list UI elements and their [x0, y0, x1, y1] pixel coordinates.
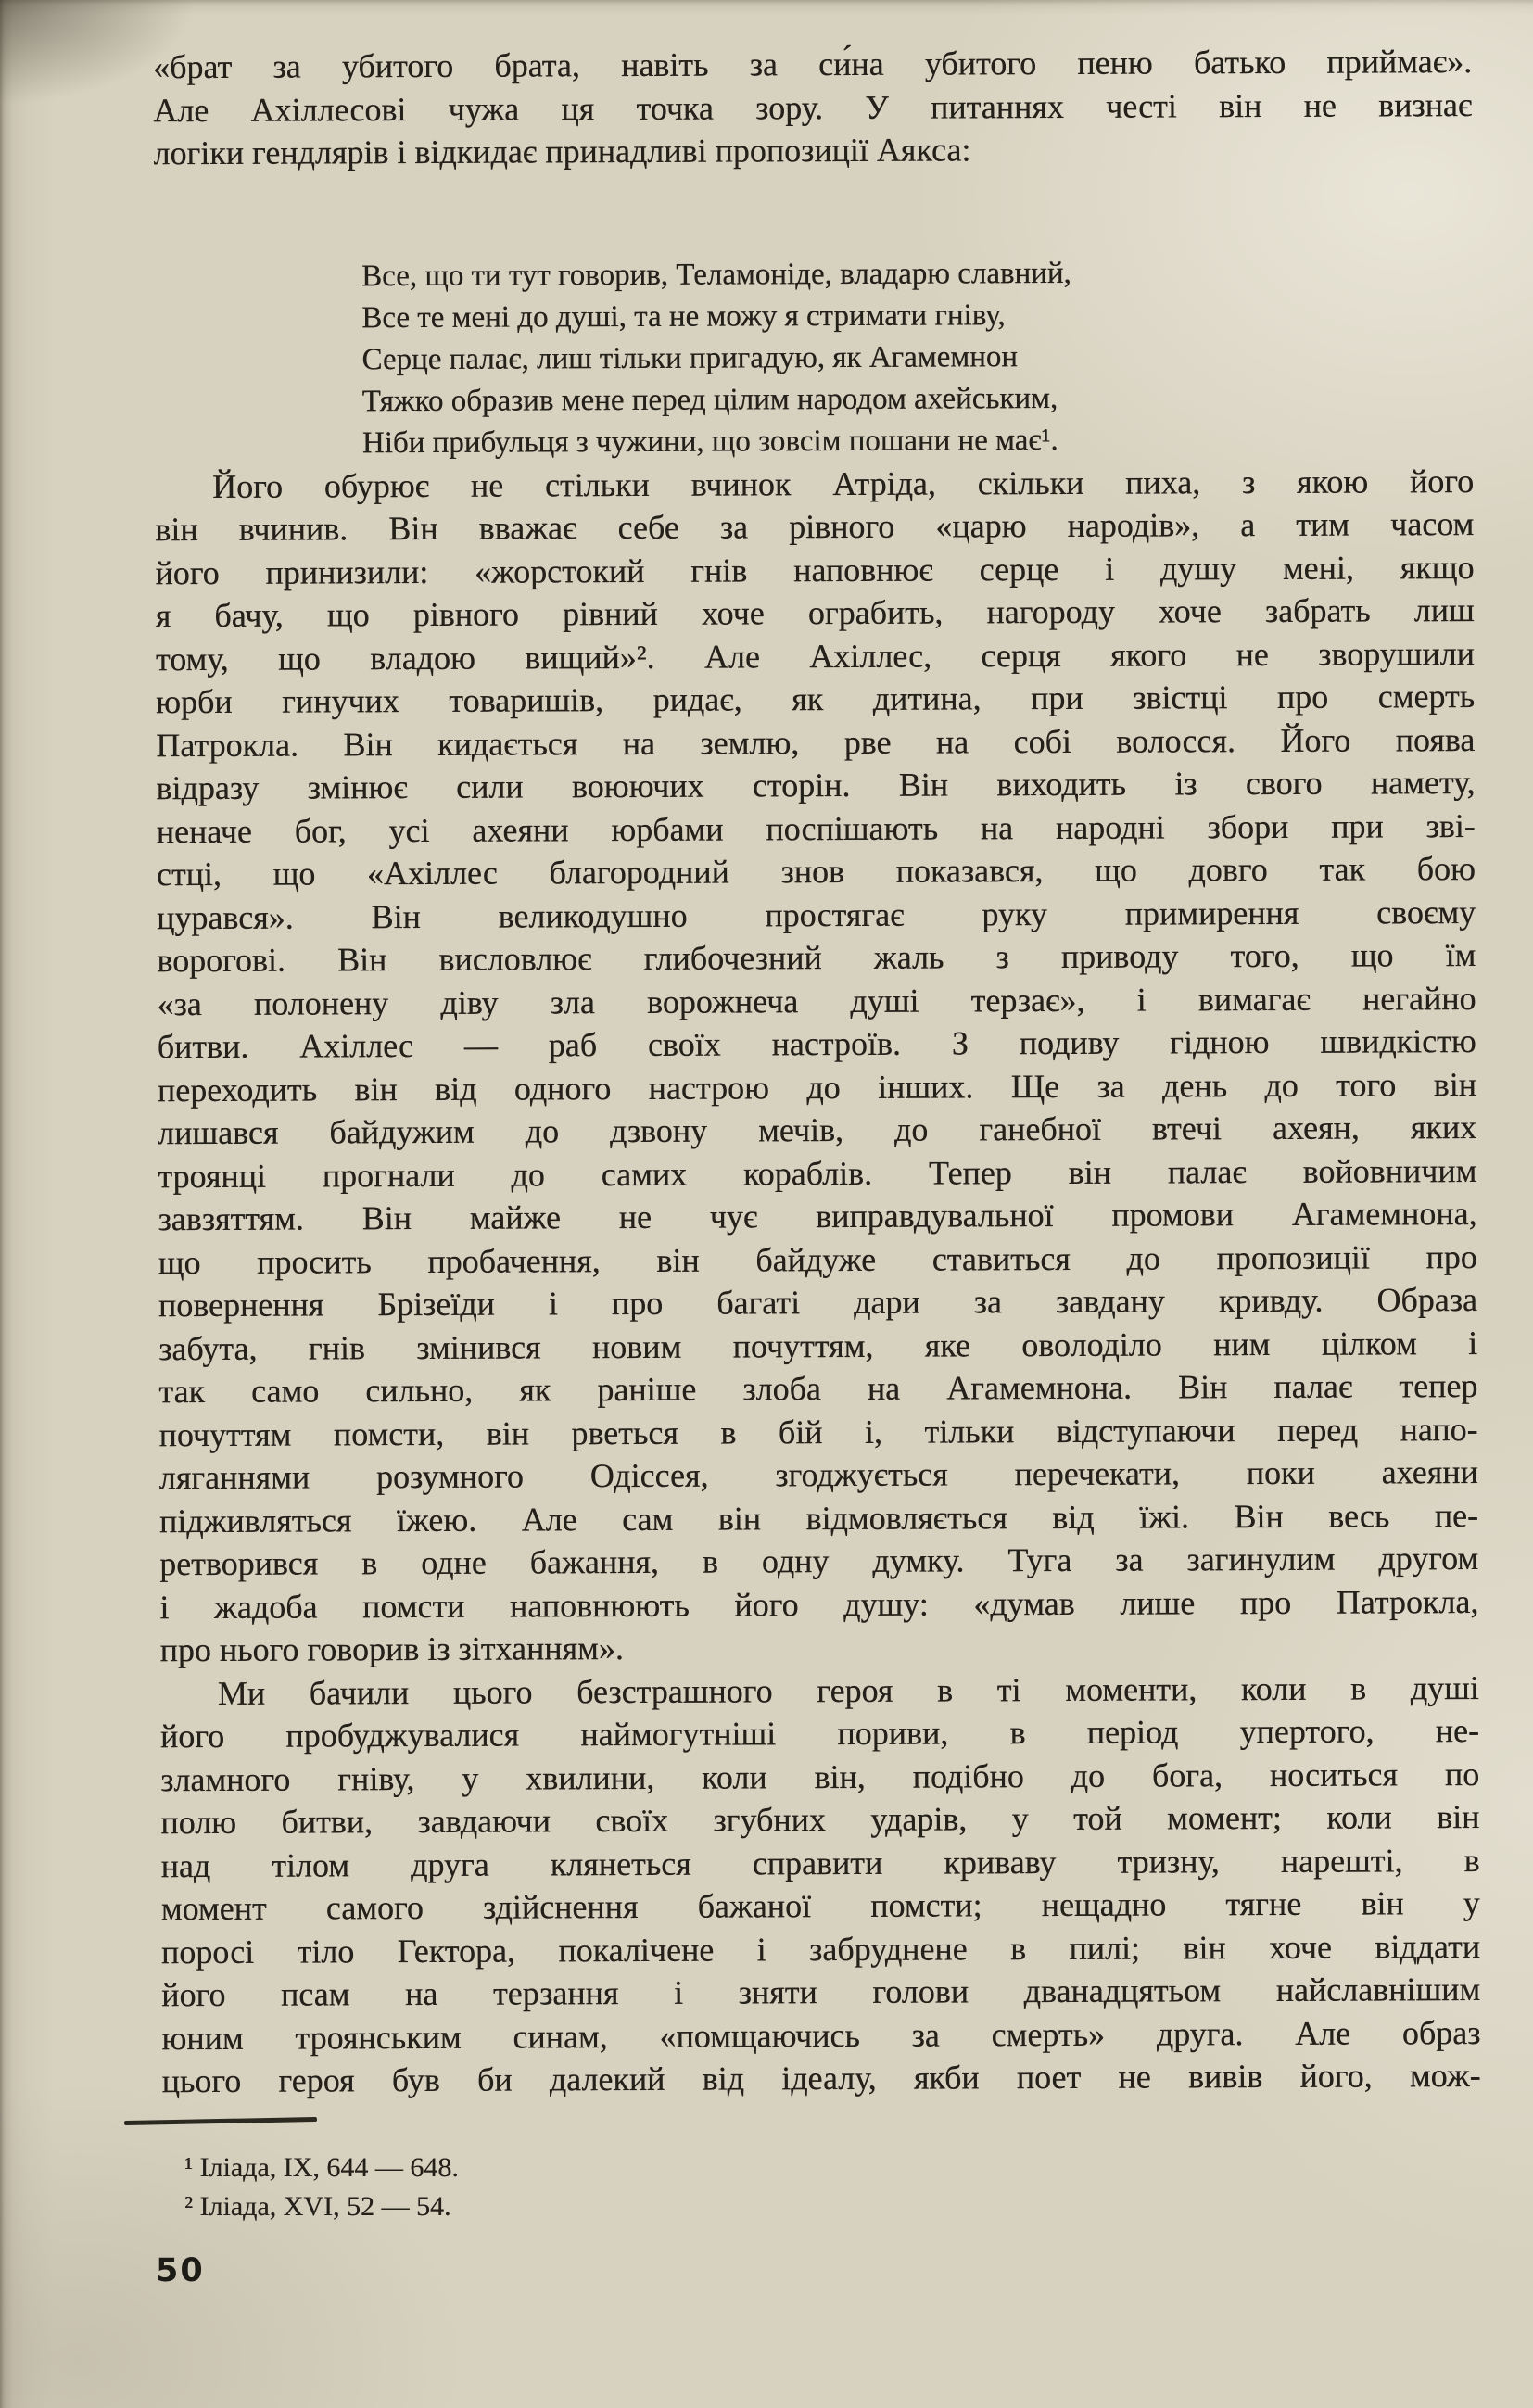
text-line: момент самого здійснення бажаної помсти; нещадно тягне він у	[160, 1883, 1480, 1928]
page-number: 50	[156, 2252, 205, 2289]
text-line: цурався». Він великодушно простягає руку примирення своєму	[157, 893, 1476, 936]
verse-line: Все, що ти тут говорив, Теламоніде, владарю славний,	[361, 256, 1071, 293]
paragraph-continuation	[153, 40, 1473, 175]
text-line: Патрокла. Він кидається на землю, рве на собі волосся. Його поява	[156, 720, 1476, 764]
text-line: завзяттям. Він майже не чує виправдувальної промови Агамемнона,	[158, 1194, 1477, 1238]
text-line: переходить він від одного настрою до інших. Ще за день до того він	[157, 1065, 1476, 1109]
text-line: Ми бачили цього безстрашного героя в ті моменти, коли в душі	[217, 1668, 1479, 1712]
text-line: повернення Брізеїди і про багаті дари за завдану кривду. Образа	[158, 1280, 1478, 1324]
text-line: поросі тіло Гектора, покалічене і забруднене в пилі; він хоче віддати	[160, 1927, 1481, 1971]
text-line: почуттям помсти, він рветься в бій і, тільки відступаючи перед напо-	[158, 1410, 1478, 1453]
text-line: що просить пробачення, він байдуже ставиться до пропозиції про	[158, 1237, 1477, 1281]
verse-line: Все те мені до душі, та не можу я стримати гніву,	[361, 298, 1006, 335]
text-line: його псам на терзання і зняти голови дванадцятьом найславнішим	[161, 1970, 1481, 2014]
text-line: полю битви, завдаючи своїх згубних ударів, у той момент; коли він	[160, 1797, 1480, 1842]
text-line: так само сильно, як раніше злоба на Агамемнона. Він палає тепер	[158, 1366, 1478, 1411]
text-line: відразу змінює сили воюючих сторін. Він виходить із свого намету,	[156, 763, 1476, 807]
footnote: ¹ Іліада, IX, 644 — 648.	[184, 2152, 459, 2183]
text-line: зламного гніву, у хвилини, коли він, подібно до бога, носиться по	[160, 1755, 1480, 1798]
text-line: підживляться їжею. Але сам він відмовляється від їжі. Він весь пе-	[158, 1496, 1479, 1540]
text-line: юним троянським синам, «помщаючись за смерть» друга. Але образ	[161, 2013, 1481, 2057]
text-line: лишався байдужим до дзвону мечів, до ганебної втечі ахеян, яких	[158, 1108, 1477, 1152]
text-line: тому, що владою вищий»². Але Ахіллес, серця якого не зворушили	[155, 634, 1475, 678]
verse-quote-block	[361, 250, 1474, 463]
text-line: і жадоба помсти наповнюють його душу: «думав лише про Патрокла,	[159, 1582, 1479, 1626]
text-line: «за полонену діву зла ворожнеча душі терзає», і вимагає негайно	[157, 979, 1476, 1022]
text-line: неначе бог, усі ахеяни юрбами поспішають на народні збори при зві-	[156, 806, 1476, 850]
text-line: забута, гнів змінився новим почуттям, яке оволоділо ним цілком і	[158, 1324, 1478, 1367]
footnote-divider	[124, 2117, 317, 2125]
text-line: його принизили: «жорстокий гнів наповнює серце і душу мені, якщо	[155, 548, 1475, 591]
text-line: я бачу, що рівного рівний хоче ограбить, нагороду хоче забрать лиш	[155, 590, 1475, 635]
footnotes-block	[184, 2148, 1019, 2226]
text-line: про нього говорив із зітханням».	[159, 1629, 624, 1669]
text-line: цього героя був би далекий від ідеалу, якби поет не вивів його, мож-	[161, 2056, 1481, 2100]
text-line: він вчинив. Він вважає себе за рівного «царю народів», а тим часом	[155, 504, 1475, 549]
verse-line: Ніби прибульця з чужини, що зовсім пошани не має¹.	[361, 423, 1058, 460]
text-line: Але Ахіллесові чужа ця точка зору. У питаннях честі він не визнає	[153, 85, 1473, 129]
page-text-column	[153, 40, 1481, 2103]
text-line: троянці прогнали до самих кораблів. Тепер він палає войовничим	[158, 1151, 1477, 1195]
text-line: Його обурює не стільки вчинок Атріда, скільки пиха, з якою його	[211, 462, 1475, 505]
footnote: ² Іліада, XVI, 52 — 54.	[184, 2191, 451, 2222]
paragraph-closing	[160, 1666, 1481, 2102]
verse-line: Серце палає, лиш тільки пригадую, як Агамемнон	[361, 339, 1019, 376]
paragraph-main	[155, 459, 1479, 1671]
text-line: логіки гендлярів і відкидає принадливі пропозиції Аякса:	[153, 131, 971, 172]
text-line: його пробуджувалися наймогутніші пориви, в період упертого, не-	[159, 1711, 1480, 1755]
text-line: юрби гинучих товаришів, ридає, як дитина, при звістці про смерть	[156, 677, 1476, 721]
text-line: ляганнями розумного Одіссея, згоджується перечекати, поки ахеяни	[158, 1452, 1478, 1497]
verse-line: Тяжко образив мене перед цілим народом ахейським,	[361, 381, 1058, 418]
text-line: стці, що «Ахіллес благородний знов показався, що довго так бою	[156, 849, 1476, 893]
text-line: «брат за убитого брата, навіть за си́на убитого пеню батько приймає».	[153, 42, 1473, 86]
text-line: битви. Ахіллес — раб своїх настроїв. З подиву гідною швидкістю	[157, 1021, 1476, 1066]
text-line: над тілом друга клянеться справити криваву тризну, нарешті, в	[160, 1841, 1480, 1884]
text-line: ворогові. Він висловлює глибочезний жаль з приводу того, що їм	[157, 935, 1476, 980]
text-line: ретворився в одне бажання, в одну думку. Туга за загинулим другом	[159, 1539, 1479, 1583]
